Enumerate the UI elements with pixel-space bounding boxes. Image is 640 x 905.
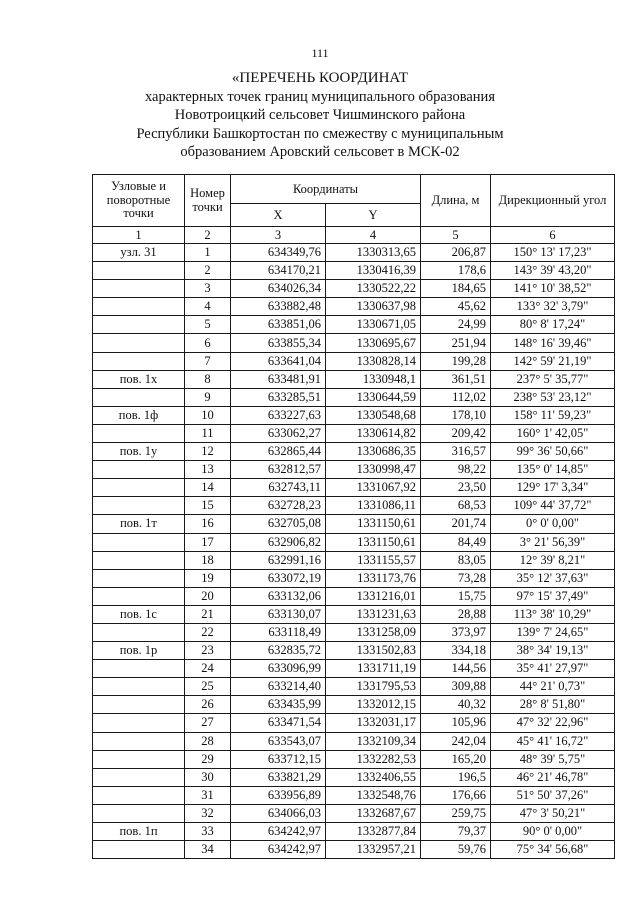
node-cell	[93, 660, 185, 678]
point-number-cell: 20	[185, 587, 231, 605]
angle-cell: 48° 39' 5,75"	[491, 750, 615, 768]
coordinates-table	[92, 174, 615, 859]
column-number: 3	[231, 227, 326, 244]
point-number-cell: 28	[185, 732, 231, 750]
x-coordinate-cell: 633130,07	[231, 605, 326, 623]
table-row	[93, 515, 615, 533]
y-coordinate-cell: 1332548,76	[326, 786, 421, 804]
x-coordinate-cell: 633096,99	[231, 660, 326, 678]
table-row	[93, 533, 615, 551]
length-cell: 83,05	[421, 551, 491, 569]
node-cell	[93, 551, 185, 569]
y-coordinate-cell: 1331502,83	[326, 642, 421, 660]
angle-cell: 133° 32' 3,79"	[491, 298, 615, 316]
angle-cell: 12° 39' 8,21"	[491, 551, 615, 569]
length-cell: 199,28	[421, 352, 491, 370]
x-coordinate-cell: 633471,54	[231, 714, 326, 732]
y-coordinate-cell: 1330522,22	[326, 280, 421, 298]
y-coordinate-cell: 1330637,98	[326, 298, 421, 316]
angle-cell: 141° 10' 38,52"	[491, 280, 615, 298]
node-cell	[93, 768, 185, 786]
x-coordinate-cell: 633072,19	[231, 569, 326, 587]
y-coordinate-cell: 1332109,34	[326, 732, 421, 750]
header-length: Длина, м	[421, 175, 491, 227]
table-row	[93, 244, 615, 262]
length-cell: 165,20	[421, 750, 491, 768]
length-cell: 15,75	[421, 587, 491, 605]
header-y: Y	[326, 204, 421, 227]
point-number-cell: 9	[185, 388, 231, 406]
x-coordinate-cell: 633481,91	[231, 370, 326, 388]
page-number: 111	[311, 46, 329, 60]
point-number-cell: 4	[185, 298, 231, 316]
point-number-cell: 29	[185, 750, 231, 768]
table-row	[93, 732, 615, 750]
y-coordinate-cell: 1331711,19	[326, 660, 421, 678]
table-row	[93, 316, 615, 334]
x-coordinate-cell: 633821,29	[231, 768, 326, 786]
length-cell: 144,56	[421, 660, 491, 678]
length-cell: 209,42	[421, 424, 491, 442]
x-coordinate-cell: 632865,44	[231, 443, 326, 461]
node-cell	[93, 334, 185, 352]
x-coordinate-cell: 632906,82	[231, 533, 326, 551]
y-coordinate-cell: 1332406,55	[326, 768, 421, 786]
angle-cell: 97° 15' 37,49"	[491, 587, 615, 605]
node-cell	[93, 623, 185, 641]
header-x: X	[231, 204, 326, 227]
angle-cell: 44° 21' 0,73"	[491, 678, 615, 696]
node-cell: пов. 1т	[93, 515, 185, 533]
length-cell: 105,96	[421, 714, 491, 732]
y-coordinate-cell: 1332012,15	[326, 696, 421, 714]
y-coordinate-cell: 1330686,35	[326, 443, 421, 461]
y-coordinate-cell: 1331086,11	[326, 497, 421, 515]
x-coordinate-cell: 633285,51	[231, 388, 326, 406]
angle-cell: 47° 3' 50,21"	[491, 804, 615, 822]
angle-cell: 35° 12' 37,63"	[491, 569, 615, 587]
angle-cell: 90° 0' 0,00"	[491, 823, 615, 841]
length-cell: 309,88	[421, 678, 491, 696]
length-cell: 176,66	[421, 786, 491, 804]
angle-cell: 129° 17' 3,34"	[491, 479, 615, 497]
node-cell: пов. 1с	[93, 605, 185, 623]
node-cell	[93, 262, 185, 280]
table-row	[93, 587, 615, 605]
x-coordinate-cell: 633956,89	[231, 786, 326, 804]
point-number-cell: 8	[185, 370, 231, 388]
table-row	[93, 406, 615, 424]
angle-cell: 75° 34' 56,68"	[491, 841, 615, 859]
x-coordinate-cell: 634170,21	[231, 262, 326, 280]
column-number: 4	[326, 227, 421, 244]
angle-cell: 80° 8' 17,24"	[491, 316, 615, 334]
table-row	[93, 823, 615, 841]
node-cell	[93, 424, 185, 442]
point-number-cell: 10	[185, 406, 231, 424]
y-coordinate-cell: 1330644,59	[326, 388, 421, 406]
table-row	[93, 461, 615, 479]
heading-line-4: Республики Башкортостан по смежеству с муниципальным	[136, 125, 504, 142]
point-number-cell: 11	[185, 424, 231, 442]
table-row	[93, 642, 615, 660]
table-row	[93, 280, 615, 298]
x-coordinate-cell: 633641,04	[231, 352, 326, 370]
x-coordinate-cell: 632812,57	[231, 461, 326, 479]
node-cell	[93, 497, 185, 515]
point-number-cell: 17	[185, 533, 231, 551]
node-cell: пов. 1р	[93, 642, 185, 660]
angle-cell: 113° 38' 10,29"	[491, 605, 615, 623]
angle-cell: 238° 53' 23,12"	[491, 388, 615, 406]
node-cell	[93, 678, 185, 696]
column-number: 6	[491, 227, 615, 244]
angle-cell: 237° 5' 35,77"	[491, 370, 615, 388]
length-cell: 373,97	[421, 623, 491, 641]
table-row	[93, 352, 615, 370]
x-coordinate-cell: 634242,97	[231, 841, 326, 859]
length-cell: 361,51	[421, 370, 491, 388]
point-number-cell: 18	[185, 551, 231, 569]
node-cell	[93, 804, 185, 822]
y-coordinate-cell: 1330828,14	[326, 352, 421, 370]
x-coordinate-cell: 633543,07	[231, 732, 326, 750]
length-cell: 334,18	[421, 642, 491, 660]
y-coordinate-cell: 1331155,57	[326, 551, 421, 569]
table-row	[93, 841, 615, 859]
heading-line-5: образованием Аровский сельсовет в МСК-02	[180, 144, 460, 160]
x-coordinate-cell: 633118,49	[231, 623, 326, 641]
length-cell: 316,57	[421, 443, 491, 461]
angle-cell: 47° 32' 22,96"	[491, 714, 615, 732]
table-row	[93, 298, 615, 316]
table-row	[93, 750, 615, 768]
y-coordinate-cell: 1330416,39	[326, 262, 421, 280]
length-cell: 184,65	[421, 280, 491, 298]
angle-cell: 38° 34' 19,13"	[491, 642, 615, 660]
x-coordinate-cell: 632728,23	[231, 497, 326, 515]
column-number: 1	[93, 227, 185, 244]
length-cell: 68,53	[421, 497, 491, 515]
angle-cell: 3° 21' 56,39"	[491, 533, 615, 551]
y-coordinate-cell: 1331150,61	[326, 515, 421, 533]
length-cell: 73,28	[421, 569, 491, 587]
x-coordinate-cell: 634242,97	[231, 823, 326, 841]
node-cell	[93, 479, 185, 497]
angle-cell: 139° 7' 24,65"	[491, 623, 615, 641]
angle-cell: 28° 8' 51,80"	[491, 696, 615, 714]
table-row	[93, 605, 615, 623]
y-coordinate-cell: 1332031,17	[326, 714, 421, 732]
node-cell	[93, 298, 185, 316]
length-cell: 178,6	[421, 262, 491, 280]
length-cell: 178,10	[421, 406, 491, 424]
node-cell: пов. 1х	[93, 370, 185, 388]
y-coordinate-cell: 1332687,67	[326, 804, 421, 822]
length-cell: 196,5	[421, 768, 491, 786]
table-row	[93, 551, 615, 569]
angle-cell: 148° 16' 39,46"	[491, 334, 615, 352]
y-coordinate-cell: 1331067,92	[326, 479, 421, 497]
point-number-cell: 5	[185, 316, 231, 334]
y-coordinate-cell: 1331795,53	[326, 678, 421, 696]
length-cell: 98,22	[421, 461, 491, 479]
node-cell	[93, 732, 185, 750]
length-cell: 201,74	[421, 515, 491, 533]
point-number-cell: 23	[185, 642, 231, 660]
x-coordinate-cell: 633882,48	[231, 298, 326, 316]
x-coordinate-cell: 634349,76	[231, 244, 326, 262]
point-number-cell: 22	[185, 623, 231, 641]
length-cell: 259,75	[421, 804, 491, 822]
x-coordinate-cell: 633227,63	[231, 406, 326, 424]
table-row	[93, 424, 615, 442]
table-row	[93, 479, 615, 497]
point-number-cell: 33	[185, 823, 231, 841]
angle-cell: 99° 36' 50,66"	[491, 443, 615, 461]
node-cell	[93, 569, 185, 587]
y-coordinate-cell: 1332957,21	[326, 841, 421, 859]
node-cell	[93, 696, 185, 714]
x-coordinate-cell: 634026,34	[231, 280, 326, 298]
x-coordinate-cell: 634066,03	[231, 804, 326, 822]
y-coordinate-cell: 1330695,67	[326, 334, 421, 352]
heading-line-3: Новотроицкий сельсовет Чишминского района	[174, 107, 466, 123]
x-coordinate-cell: 632991,16	[231, 551, 326, 569]
length-cell: 24,99	[421, 316, 491, 334]
table-row	[93, 768, 615, 786]
y-coordinate-cell: 1330671,05	[326, 316, 421, 334]
x-coordinate-cell: 632835,72	[231, 642, 326, 660]
node-cell	[93, 750, 185, 768]
table-row	[93, 714, 615, 732]
y-coordinate-cell: 1332877,84	[326, 823, 421, 841]
length-cell: 206,87	[421, 244, 491, 262]
length-cell: 23,50	[421, 479, 491, 497]
angle-cell: 46° 21' 46,78"	[491, 768, 615, 786]
header-nodes: Узловые и поворотные точки	[93, 175, 185, 227]
point-number-cell: 25	[185, 678, 231, 696]
point-number-cell: 7	[185, 352, 231, 370]
table-row	[93, 370, 615, 388]
table-row	[93, 786, 615, 804]
node-cell: пов. 1п	[93, 823, 185, 841]
column-number-row	[93, 227, 615, 244]
x-coordinate-cell: 632705,08	[231, 515, 326, 533]
header-angle: Дирекционный угол	[491, 175, 615, 227]
point-number-cell: 16	[185, 515, 231, 533]
point-number-cell: 34	[185, 841, 231, 859]
angle-cell: 160° 1' 42,05"	[491, 424, 615, 442]
angle-cell: 109° 44' 37,72"	[491, 497, 615, 515]
point-number-cell: 1	[185, 244, 231, 262]
length-cell: 28,88	[421, 605, 491, 623]
node-cell	[93, 388, 185, 406]
table-body	[93, 244, 615, 859]
y-coordinate-cell: 1330948,1	[326, 370, 421, 388]
y-coordinate-cell: 1331231,63	[326, 605, 421, 623]
table-row	[93, 388, 615, 406]
angle-cell: 143° 39' 43,20"	[491, 262, 615, 280]
y-coordinate-cell: 1330998,47	[326, 461, 421, 479]
node-cell	[93, 316, 185, 334]
angle-cell: 51° 50' 37,26"	[491, 786, 615, 804]
table-row	[93, 497, 615, 515]
x-coordinate-cell: 633062,27	[231, 424, 326, 442]
node-cell	[93, 533, 185, 551]
length-cell: 242,04	[421, 732, 491, 750]
length-cell: 112,02	[421, 388, 491, 406]
y-coordinate-cell: 1331150,61	[326, 533, 421, 551]
table-row	[93, 262, 615, 280]
point-number-cell: 3	[185, 280, 231, 298]
angle-cell: 45° 41' 16,72"	[491, 732, 615, 750]
y-coordinate-cell: 1331173,76	[326, 569, 421, 587]
table-row	[93, 334, 615, 352]
y-coordinate-cell: 1330614,82	[326, 424, 421, 442]
length-cell: 251,94	[421, 334, 491, 352]
point-number-cell: 24	[185, 660, 231, 678]
length-cell: 59,76	[421, 841, 491, 859]
node-cell: узл. 31	[93, 244, 185, 262]
length-cell: 84,49	[421, 533, 491, 551]
table-row	[93, 678, 615, 696]
document-heading	[0, 69, 640, 162]
point-number-cell: 13	[185, 461, 231, 479]
node-cell	[93, 280, 185, 298]
angle-cell: 35° 41' 27,97"	[491, 660, 615, 678]
angle-cell: 142° 59' 21,19"	[491, 352, 615, 370]
table-row	[93, 569, 615, 587]
y-coordinate-cell: 1330313,65	[326, 244, 421, 262]
table-row	[93, 660, 615, 678]
angle-cell: 135° 0' 14,85"	[491, 461, 615, 479]
point-number-cell: 6	[185, 334, 231, 352]
point-number-cell: 21	[185, 605, 231, 623]
x-coordinate-cell: 633851,06	[231, 316, 326, 334]
length-cell: 40,32	[421, 696, 491, 714]
y-coordinate-cell: 1332282,53	[326, 750, 421, 768]
header-coordinates: Координаты	[231, 175, 421, 204]
y-coordinate-cell: 1331258,09	[326, 623, 421, 641]
node-cell	[93, 587, 185, 605]
node-cell: пов. 1ф	[93, 406, 185, 424]
point-number-cell: 19	[185, 569, 231, 587]
heading-line-1: «ПЕРЕЧЕНЬ КООРДИНАТ	[231, 70, 409, 86]
point-number-cell: 27	[185, 714, 231, 732]
point-number-cell: 31	[185, 786, 231, 804]
node-cell	[93, 461, 185, 479]
x-coordinate-cell: 633214,40	[231, 678, 326, 696]
column-number: 5	[421, 227, 491, 244]
point-number-cell: 30	[185, 768, 231, 786]
table-row	[93, 696, 615, 714]
length-cell: 45,62	[421, 298, 491, 316]
node-cell	[93, 786, 185, 804]
point-number-cell: 26	[185, 696, 231, 714]
length-cell: 79,37	[421, 823, 491, 841]
point-number-cell: 2	[185, 262, 231, 280]
y-coordinate-cell: 1331216,01	[326, 587, 421, 605]
x-coordinate-cell: 632743,11	[231, 479, 326, 497]
x-coordinate-cell: 633712,15	[231, 750, 326, 768]
heading-line-2: характерных точек границ муниципального образования	[145, 88, 495, 105]
node-cell	[93, 714, 185, 732]
point-number-cell: 14	[185, 479, 231, 497]
table-row	[93, 623, 615, 641]
column-number: 2	[185, 227, 231, 244]
node-cell: пов. 1у	[93, 443, 185, 461]
node-cell	[93, 352, 185, 370]
table-row	[93, 804, 615, 822]
angle-cell: 158° 11' 59,23"	[491, 406, 615, 424]
x-coordinate-cell: 633855,34	[231, 334, 326, 352]
angle-cell: 150° 13' 17,23"	[491, 244, 615, 262]
x-coordinate-cell: 633435,99	[231, 696, 326, 714]
header-point-number: Номер точки	[185, 175, 231, 227]
node-cell	[93, 841, 185, 859]
point-number-cell: 15	[185, 497, 231, 515]
angle-cell: 0° 0' 0,00"	[491, 515, 615, 533]
y-coordinate-cell: 1330548,68	[326, 406, 421, 424]
table-row	[93, 443, 615, 461]
point-number-cell: 12	[185, 443, 231, 461]
point-number-cell: 32	[185, 804, 231, 822]
x-coordinate-cell: 633132,06	[231, 587, 326, 605]
